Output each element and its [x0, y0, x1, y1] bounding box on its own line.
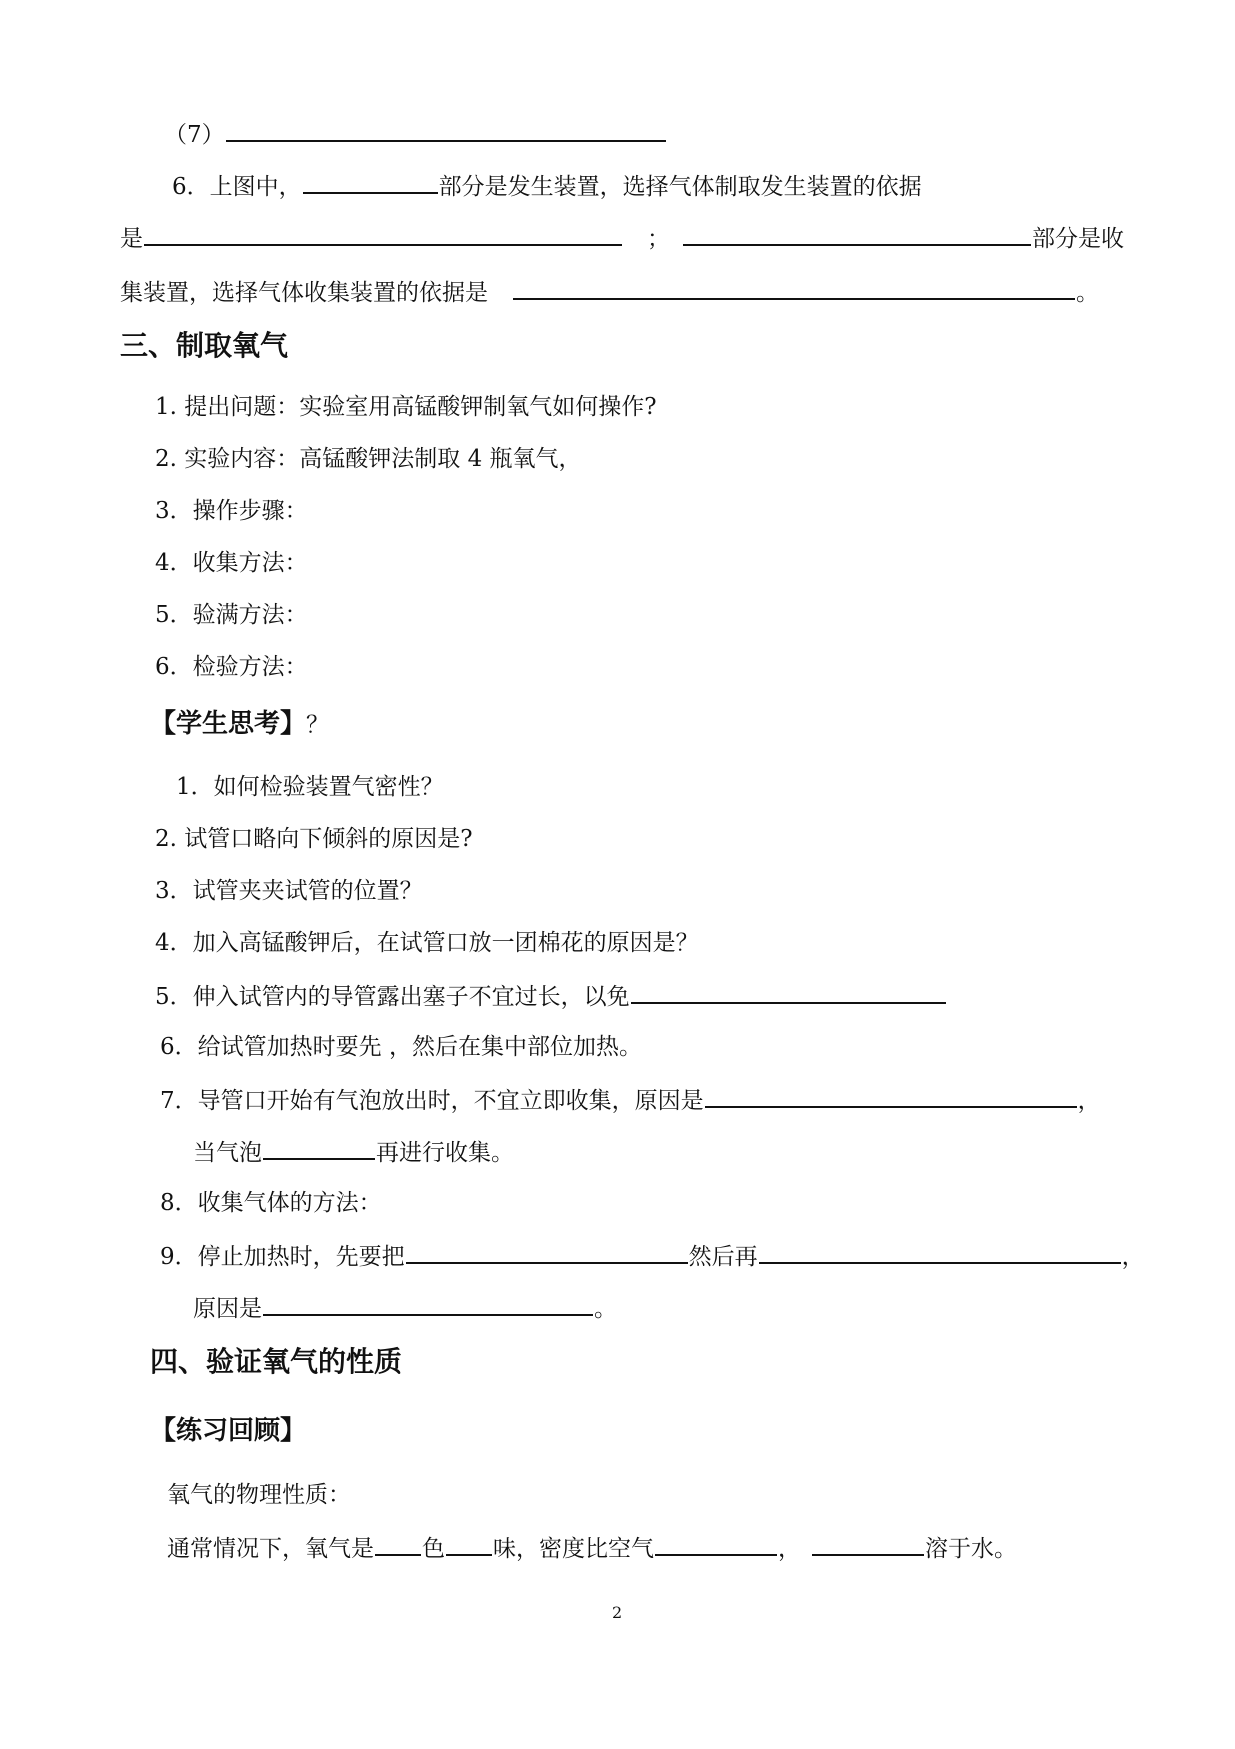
text-segment: 。 [594, 1296, 617, 1322]
text-segment: 再进行收集。 [376, 1140, 514, 1166]
answer-blank[interactable] [226, 118, 666, 142]
text-segment: 部分是发生装置，选择气体制取发生装置的依据 [438, 174, 922, 200]
thinking-mark: ？ [306, 712, 330, 738]
text-segment: 。 [1076, 280, 1099, 306]
thinking-question-7-line2 [193, 1136, 514, 1168]
thinking-question-8: 8．收集气体的方法： [160, 1190, 382, 1216]
thinking-question-5 [155, 980, 947, 1012]
page-number: 2 [612, 1603, 623, 1622]
fill-line-7 [164, 118, 667, 150]
thinking-question-2: 2. 试管口略向下倾斜的原因是? [155, 826, 473, 852]
text-segment: 味，密度比空气 [493, 1536, 654, 1562]
thinking-heading: 【学生思考】 [150, 709, 307, 739]
text-segment: 当气泡 [193, 1140, 262, 1166]
thinking-question-9-line2 [193, 1292, 617, 1324]
thinking-question-6: 6．给试管加热时要先 ，然后在集中部位加热。 [160, 1034, 642, 1060]
thinking-question-1: 1．如何检验装置气密性？ [176, 774, 444, 800]
thinking-question-7-line1 [160, 1084, 1101, 1116]
text-segment: 然后再 [688, 1244, 758, 1270]
answer-blank[interactable] [303, 170, 438, 194]
text-segment: 原因是 [193, 1296, 262, 1322]
answer-blank[interactable] [375, 1532, 421, 1556]
section-3-item: 1. 提出问题：实验室用高锰酸钾制氧气如何操作? [155, 394, 657, 420]
thinking-heading-line [150, 707, 329, 741]
answer-blank[interactable] [446, 1532, 492, 1556]
thinking-question-4: 4．加入高锰酸钾后，在试管口放一团棉花的原因是？ [155, 930, 699, 956]
text-segment: 7．导管口开始有气泡放出时，不宜立即收集，原因是 [160, 1088, 704, 1114]
answer-blank[interactable] [683, 222, 1031, 246]
section-3-item: 4．收集方法： [155, 550, 308, 576]
section-3-item: 2. 实验内容：高锰酸钾法制取 4 瓶氧气， [155, 446, 582, 472]
section-3-item: 5．验满方法： [155, 602, 308, 628]
text-segment: 集装置，选择气体收集装置的依据是 [120, 280, 488, 306]
text-segment: 6．上图中， [172, 174, 302, 200]
text-segment: ， [778, 1536, 801, 1562]
text-segment: ， [1077, 1088, 1101, 1114]
answer-blank[interactable] [263, 1292, 593, 1316]
text-segment: 部分是收 [1032, 226, 1124, 252]
answer-blank[interactable] [759, 1240, 1121, 1264]
answer-blank[interactable] [631, 980, 946, 1004]
review-paragraph-1: 氧气的物理性质： [167, 1482, 351, 1508]
thinking-question-9-line1 [160, 1240, 1145, 1272]
text-segment: 色 [422, 1536, 445, 1562]
question-6-line2 [120, 222, 1124, 254]
answer-blank[interactable] [513, 276, 1075, 300]
text-segment: 9．停止加热时，先要把 [160, 1244, 405, 1270]
review-paragraph-2 [167, 1532, 1017, 1564]
section-3-item: 3．操作步骤： [155, 498, 308, 524]
text-segment: ， [1121, 1244, 1145, 1270]
text-segment: ； [647, 226, 670, 252]
answer-blank[interactable] [655, 1532, 777, 1556]
section-3-item: 6．检验方法： [155, 654, 308, 680]
question-6-line3 [120, 276, 1099, 308]
review-heading: 【练习回顾】 [150, 1416, 307, 1446]
answer-blank[interactable] [406, 1240, 688, 1264]
question-6-line1 [172, 170, 922, 202]
text-segment: 5．伸入试管内的导管露出塞子不宜过长，以免 [155, 984, 630, 1010]
section-4-heading: 四、验证氧气的性质 [150, 1345, 403, 1378]
thinking-question-3: 3．试管夹夹试管的位置？ [155, 878, 423, 904]
answer-blank[interactable] [144, 222, 622, 246]
text-segment: 溶于水。 [925, 1536, 1017, 1562]
answer-blank[interactable] [263, 1136, 375, 1160]
answer-blank[interactable] [812, 1532, 924, 1556]
answer-blank[interactable] [705, 1084, 1077, 1108]
text-segment: 通常情况下，氧气是 [167, 1536, 374, 1562]
text-segment: 是 [120, 226, 143, 252]
section-3-heading: 三、制取氧气 [120, 329, 289, 362]
item-label: （7） [164, 122, 225, 148]
